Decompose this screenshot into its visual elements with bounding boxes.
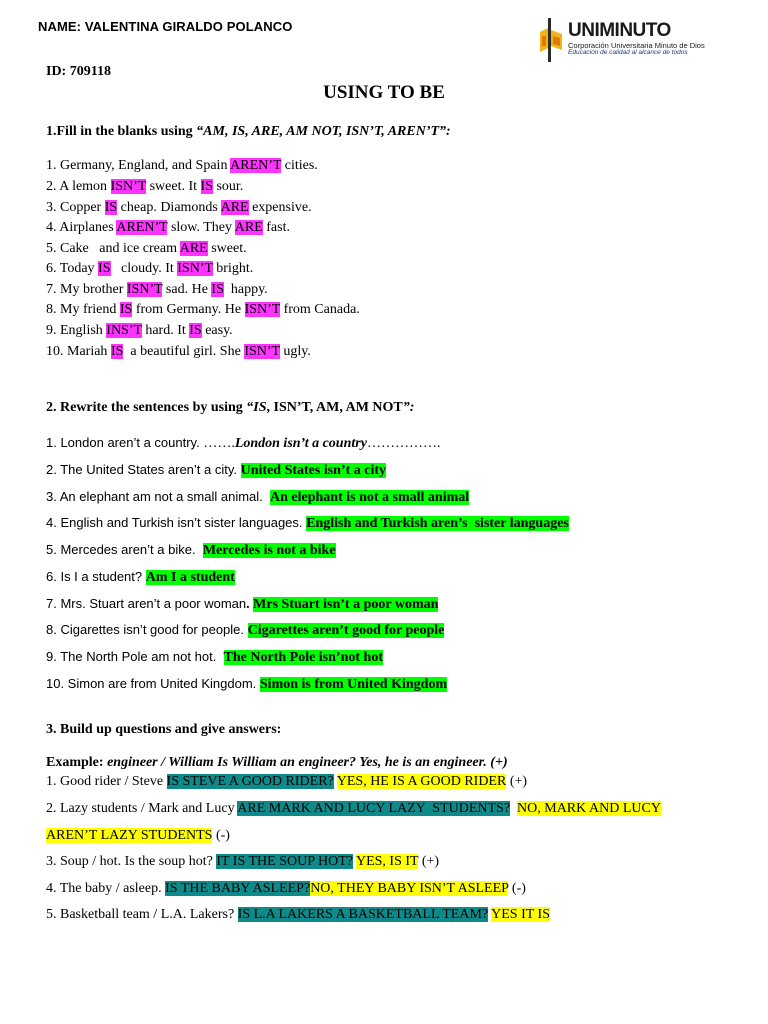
item-text: cloudy. It xyxy=(110,261,178,276)
item-text: 1. Good rider / Steve xyxy=(46,774,167,789)
answer-highlight: ARE xyxy=(220,200,249,215)
s1-item-3 xyxy=(46,200,312,216)
item-text xyxy=(510,801,517,816)
item-text: 5. Mercedes aren’t a bike. xyxy=(46,542,203,557)
item-text: 1. London aren’t a country. xyxy=(46,435,204,450)
s1-item-7 xyxy=(46,282,268,298)
item-text: 9. English xyxy=(46,323,107,338)
item-text: expensive. xyxy=(248,200,312,215)
s3-item-2 xyxy=(46,801,661,817)
item-text: 5. Basketball team / L.A. Lakers? xyxy=(46,907,238,922)
s1-item-2 xyxy=(46,179,243,195)
item-text: cheap. Diamonds xyxy=(117,200,221,215)
section-1-heading-words: “AM, IS, ARE, AM NOT, ISN’T, AREN’T xyxy=(196,124,440,139)
answer-highlight: YES, IS IT xyxy=(355,854,419,869)
answer-highlight: AREN’T LAZY STUDENTS xyxy=(46,828,213,843)
item-text: 2. A lemon xyxy=(46,179,111,194)
answer-highlight: ARE xyxy=(234,220,263,235)
s2-item-7 xyxy=(46,596,438,613)
answer-highlight: AREN’T xyxy=(230,158,282,173)
item-text: 3. Soup / hot. Is the soup hot? xyxy=(46,854,217,869)
logo-wordmark: UNIMINUTO xyxy=(568,20,671,41)
item-text: 9. The North Pole am not hot. xyxy=(46,649,224,664)
item-text: 8. Cigarettes isn’t good for people. xyxy=(46,622,248,637)
item-text: 8. My friend xyxy=(46,302,120,317)
item-sign: (+) xyxy=(506,774,528,789)
section-2-heading-words-rest: , ISN’T, AM, AM NOT xyxy=(266,400,403,415)
section-1-heading-lead: 1.Fill in the blanks using xyxy=(46,124,197,139)
item-text: cities. xyxy=(281,158,318,173)
student-id: ID: 709118 xyxy=(46,64,111,79)
s2-item-1 xyxy=(46,435,440,452)
item-text: 7. Mrs. Stuart aren’t a poor woman xyxy=(46,596,247,611)
answer-highlight: An elephant is not a small animal xyxy=(270,490,470,505)
s2-item-4 xyxy=(46,515,569,532)
item-text: 7. My brother xyxy=(46,282,127,297)
item-sign: (-) xyxy=(212,828,230,843)
item-sign: (+) xyxy=(418,854,440,869)
s1-item-1 xyxy=(46,158,318,174)
s1-item-4 xyxy=(46,220,290,236)
answer-text: London isn’t a country xyxy=(234,436,367,451)
s1-item-6 xyxy=(46,261,253,277)
section-1-heading xyxy=(46,124,451,140)
s2-item-5 xyxy=(46,542,336,559)
answer-highlight: United States isn’t a city xyxy=(240,463,387,478)
item-text: sweet. It xyxy=(146,179,201,194)
item-text: ugly. xyxy=(279,344,311,359)
logo-mark-icon xyxy=(538,18,566,62)
item-text: 6. Is I a student? xyxy=(46,569,146,584)
answer-highlight: Cigarettes aren’t good for people xyxy=(247,623,445,638)
answer-highlight: ARE xyxy=(179,241,208,256)
section-1-heading-end: ”: xyxy=(439,124,451,139)
s2-item-8 xyxy=(46,622,444,639)
question-highlight: ARE MARK AND LUCY LAZY STUDENTS? xyxy=(237,801,511,816)
section-2-heading-end: ”: xyxy=(402,400,415,415)
answer-highlight: IS xyxy=(189,323,202,338)
answer-highlight: ISN’T xyxy=(110,179,147,194)
item-text: a beautiful girl. She xyxy=(123,344,245,359)
item-text: easy. xyxy=(201,323,233,338)
logo-tagline: Educación de calidad al alcance de todos xyxy=(568,49,688,56)
item-text: sour. xyxy=(212,179,244,194)
answer-highlight: The North Pole isn’not hot xyxy=(223,650,383,665)
answer-highlight: IS xyxy=(104,200,118,215)
example-label: Example: xyxy=(46,755,104,770)
answer-highlight: ISN’T xyxy=(177,261,213,276)
question-highlight: IT IS THE SOUP HOT? xyxy=(216,854,353,869)
answer-highlight: Simon is from United Kingdom xyxy=(259,677,448,692)
uniminuto-logo xyxy=(538,18,708,64)
item-dots: ……. xyxy=(203,436,235,451)
item-text: happy. xyxy=(223,282,268,297)
item-text: from Canada. xyxy=(280,302,360,317)
item-text: 1. Germany, England, and Spain xyxy=(46,158,231,173)
answer-highlight: ISN’T xyxy=(126,282,163,297)
s3-item-2-cont xyxy=(46,828,230,844)
item-text: from Germany. He xyxy=(132,302,245,317)
logo-subtitle: Corporación Universitaria Minuto de Dios xyxy=(568,41,705,50)
question-highlight: IS STEVE A GOOD RIDER? xyxy=(166,774,334,789)
section-2-heading-words: “IS xyxy=(246,400,267,415)
s2-item-3 xyxy=(46,489,469,506)
item-text: fast. xyxy=(262,220,290,235)
s2-item-2 xyxy=(46,462,386,479)
s3-example xyxy=(46,755,508,771)
answer-highlight: NO, MARK AND LUCY xyxy=(517,801,661,816)
s1-item-10 xyxy=(46,344,311,360)
item-text: 2. The United States aren’t a city. xyxy=(46,462,241,477)
answer-highlight: INS’T xyxy=(106,323,142,338)
answer-highlight: IS xyxy=(110,344,124,359)
s2-item-10 xyxy=(46,676,447,693)
answer-highlight: IS xyxy=(98,261,111,276)
s3-item-1 xyxy=(46,774,527,790)
answer-highlight: IS xyxy=(200,179,213,194)
item-text: 10. Mariah xyxy=(46,344,111,359)
answer-highlight: YES, HE IS A GOOD RIDER xyxy=(336,774,507,789)
item-text: 5. Cake and ice cream xyxy=(46,241,180,256)
student-name: NAME: VALENTINA GIRALDO POLANCO xyxy=(38,19,293,34)
answer-highlight: ISN’T xyxy=(244,302,281,317)
answer-highlight: English and Turkish aren’s sister languages xyxy=(306,516,569,531)
s1-item-8 xyxy=(46,302,360,318)
s1-item-5 xyxy=(46,241,247,257)
section-2-heading-lead: 2. Rewrite the sentences by using xyxy=(46,400,247,415)
item-text: 3. Copper xyxy=(46,200,105,215)
item-text: hard. It xyxy=(141,323,190,338)
item-text: 4. Airplanes xyxy=(46,220,117,235)
question-highlight: IS THE BABY ASLEEP? xyxy=(165,881,311,896)
answer-highlight: Mercedes is not a bike xyxy=(202,543,336,558)
item-sign: (-) xyxy=(508,881,526,896)
s1-item-9 xyxy=(46,323,233,339)
item-text: slow. They xyxy=(167,220,235,235)
s3-item-4 xyxy=(46,881,526,897)
item-text: sad. He xyxy=(162,282,212,297)
item-text: sweet. xyxy=(207,241,247,256)
answer-highlight: ISN’T xyxy=(244,344,280,359)
page-title: USING TO BE xyxy=(323,82,445,103)
question-highlight: IS L.A LAKERS A BASKETBALL TEAM? xyxy=(237,907,489,922)
answer-highlight: IS xyxy=(119,302,133,317)
answer-highlight: IS xyxy=(211,282,224,297)
item-text: 4. The baby / asleep. xyxy=(46,881,166,896)
item-text: 4. English and Turkish isn’t sister languages. xyxy=(46,515,307,530)
answer-highlight: YES IT IS xyxy=(491,907,550,922)
answer-highlight: Mrs Stuart isn’t a poor woman xyxy=(253,597,439,612)
item-text: 3. An elephant am not a small animal. xyxy=(46,489,271,504)
answer-highlight: NO, THEY BABY ISN’T ASLEEP xyxy=(310,881,509,896)
section-2-heading xyxy=(46,400,414,416)
section-3-heading: 3. Build up questions and give answers: xyxy=(46,722,282,737)
s3-item-3 xyxy=(46,854,439,870)
answer-highlight: AREN’T xyxy=(116,220,168,235)
answer-highlight: Am I a student xyxy=(145,570,235,585)
item-period: . xyxy=(246,597,254,612)
s3-item-5 xyxy=(46,907,550,923)
item-text: 6. Today xyxy=(46,261,99,276)
s2-item-9 xyxy=(46,649,383,666)
item-text: bright. xyxy=(212,261,254,276)
item-text: 2. Lazy students / Mark and Lucy xyxy=(46,801,238,816)
item-text: 10. Simon are from United Kingdom. xyxy=(46,676,260,691)
s2-item-6 xyxy=(46,569,235,586)
item-dots: ……………. xyxy=(366,436,441,451)
example-text: engineer / William Is William an engineer? Yes, he is an engineer. (+) xyxy=(103,755,508,770)
